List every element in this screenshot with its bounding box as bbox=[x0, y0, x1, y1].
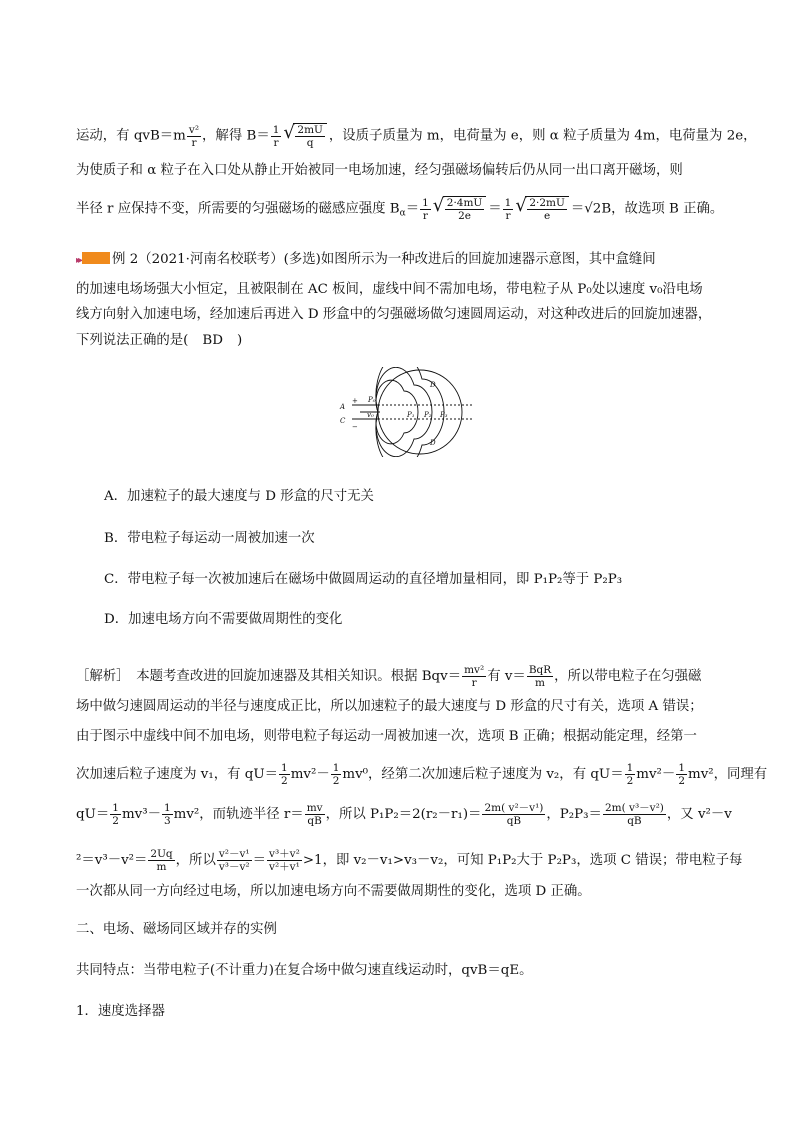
option-C: C．带电粒子每一次被加速后在磁场中做圆周运动的直径增加量相同，即 P₁P₂等于 P₂P₃ bbox=[104, 572, 623, 587]
numerator: 1 bbox=[163, 802, 171, 814]
denominator: 2 bbox=[281, 775, 288, 787]
fraction bbox=[603, 802, 666, 827]
fraction bbox=[305, 802, 325, 827]
numerator: 2m( v³－v²) bbox=[604, 802, 664, 814]
denominator: 3 bbox=[163, 815, 171, 827]
denominator: 2e bbox=[458, 210, 471, 222]
denominator: v³－v² bbox=[218, 861, 250, 873]
example-tag bbox=[76, 252, 112, 269]
text: mv²－ bbox=[290, 767, 330, 782]
text-line: 为使质子和 α 粒子在入口处从静止开始被同一电场加速，经匀强磁场偏转后仍从同一出口离开磁场，则 bbox=[76, 163, 683, 178]
numerator: 2Uq bbox=[150, 848, 173, 860]
text: ＝ bbox=[405, 201, 420, 217]
numerator: 1 bbox=[626, 762, 634, 774]
fraction bbox=[676, 762, 687, 787]
numerator: √ 2·2mU bbox=[529, 197, 565, 209]
denominator: q bbox=[306, 137, 314, 149]
denominator: 2 bbox=[332, 775, 340, 787]
numerator: √ 2mU bbox=[297, 124, 323, 136]
numerator: 1 bbox=[332, 762, 340, 774]
text: ) bbox=[236, 333, 243, 348]
fraction bbox=[110, 802, 121, 827]
example-line bbox=[76, 252, 656, 269]
text: ，解得 B＝ bbox=[202, 128, 270, 144]
denominator: r bbox=[422, 209, 428, 222]
label-P2: P₂ bbox=[424, 411, 432, 419]
denominator: qB bbox=[506, 815, 522, 827]
subscript: α bbox=[399, 208, 406, 219]
text: ＝√2B，故选项 B 正确。 bbox=[570, 201, 724, 217]
example-line: 的加速电场场强大小恒定，且被限制在 AC 板间，虚线中间不需加电场，带电粒子从 P₀处以速度 v₀沿电场 bbox=[76, 282, 703, 297]
fraction bbox=[279, 762, 290, 787]
analysis-line: 由于图示中虚线中间不加电场，则带电粒子每运动一周被加速一次，选项 B 正确；根据动能定理，经第一 bbox=[76, 729, 697, 744]
analysis-line bbox=[76, 762, 767, 787]
text: ²＝v³－v²＝ bbox=[76, 853, 148, 868]
denominator: m bbox=[535, 677, 545, 689]
numerator: 2m( v²－v¹) bbox=[484, 802, 544, 814]
text: 下列说法正确的是( bbox=[76, 333, 189, 348]
fraction bbox=[148, 848, 174, 873]
analysis-line: 一次都从同一方向经过电场，所以加速电场方向不需要做周期性的变化，选项 D 正确。 bbox=[76, 884, 591, 899]
numerator: mv² bbox=[464, 664, 485, 676]
denominator: r bbox=[273, 136, 279, 149]
text: ，P₂P₃＝ bbox=[546, 807, 602, 822]
denominator: v²＋v¹ bbox=[269, 861, 300, 873]
analysis-line bbox=[76, 664, 701, 689]
denominator: 2 bbox=[112, 815, 119, 827]
label-D-top: D bbox=[430, 381, 436, 389]
fraction bbox=[162, 802, 173, 827]
text: mv²，同理有 bbox=[688, 767, 768, 782]
numerator: v³＋v² bbox=[269, 848, 300, 860]
numerator: 1 bbox=[504, 196, 512, 209]
label-P0: P₀ bbox=[368, 396, 376, 404]
label-minus: − bbox=[352, 423, 358, 431]
text: qU＝ bbox=[76, 807, 110, 822]
analysis-line bbox=[76, 848, 742, 873]
fraction bbox=[625, 762, 636, 787]
numerator: √ 2·4mU bbox=[446, 197, 483, 209]
numerator: v² bbox=[188, 123, 200, 136]
square-root bbox=[516, 196, 569, 222]
text: ＝ bbox=[488, 201, 502, 217]
fraction bbox=[527, 664, 553, 689]
text: ，又 v²－v bbox=[666, 807, 732, 822]
denominator: qB bbox=[307, 815, 322, 827]
numerator: 1 bbox=[112, 802, 119, 814]
label-D-bottom: D bbox=[430, 439, 436, 447]
tag-box-icon bbox=[82, 252, 110, 264]
answer: BD bbox=[202, 333, 223, 348]
fraction bbox=[271, 124, 282, 149]
denominator: r bbox=[471, 677, 477, 689]
cyclotron-diagram bbox=[334, 367, 494, 457]
text: >1，即 v₂－v₁>v₃－v₂，可知 P₁P₂大于 P₂P₃，选项 C 错误；带电粒子每 bbox=[302, 853, 743, 868]
square-root bbox=[434, 196, 487, 222]
fraction bbox=[420, 197, 431, 222]
text: ，所以带电粒子在匀强磁 bbox=[554, 669, 702, 684]
option-D: D．加速电场方向不需要做周期性的变化 bbox=[104, 612, 343, 627]
numerator: mv bbox=[306, 802, 323, 814]
text: mv²，而轨迹半径 r＝ bbox=[173, 807, 304, 822]
text: mv²－ bbox=[636, 767, 676, 782]
option-A: A．加速粒子的最大速度与 D 形盒的尺寸无关 bbox=[104, 489, 374, 504]
label-C: C bbox=[340, 417, 346, 425]
label-plus: + bbox=[352, 397, 358, 405]
text: ，所以 bbox=[175, 853, 216, 868]
label-v0: v₀ bbox=[367, 411, 374, 419]
numerator: 1 bbox=[678, 762, 685, 774]
numerator: 1 bbox=[272, 123, 280, 136]
list-item: 1．速度选择器 bbox=[76, 1004, 165, 1019]
numerator: 1 bbox=[281, 762, 288, 774]
denominator: 2 bbox=[678, 775, 685, 787]
text: 运动，有 qvB＝m bbox=[76, 128, 186, 144]
fraction bbox=[482, 802, 545, 827]
text: 次加速后粒子速度为 v₁，有 qU＝ bbox=[76, 767, 278, 782]
double-arrow-icon: ▸▸ bbox=[76, 255, 81, 266]
option-B: B．带电粒子每运动一周被加速一次 bbox=[104, 531, 315, 546]
text: ［解析］ 本题考查改进的回旋加速器及其相关知识。根据 Bqv＝ bbox=[76, 669, 462, 684]
text: （2021·河南名校联考）(多选)如图所示为一种改进后的回旋加速器示意图，其中盒缝间 bbox=[138, 252, 656, 267]
text: ，设质子质量为 m，电荷量为 e，则 α 粒子质量为 4m，电荷量为 2e， bbox=[328, 128, 757, 144]
numerator: v²－v¹ bbox=[218, 848, 250, 860]
text: mv³－ bbox=[121, 807, 161, 822]
text-line bbox=[76, 196, 723, 222]
section-text: 共同特点：当带电粒子(不计重力)在复合场中做匀速直线运动时，qvB＝qE。 bbox=[76, 963, 533, 978]
section-heading: 二、电场、磁场同区域并存的实例 bbox=[76, 922, 277, 937]
text: ，所以 P₁P₂＝2(r₂－r₁)＝ bbox=[325, 807, 482, 822]
fraction bbox=[331, 762, 342, 787]
fraction bbox=[503, 197, 514, 222]
denominator: r bbox=[191, 136, 197, 149]
square-root bbox=[284, 123, 327, 149]
text: ＝ bbox=[252, 853, 267, 868]
text-line bbox=[76, 123, 757, 149]
text: mv⁰，经第二次加速后粒子速度为 v₂，有 qU＝ bbox=[342, 767, 624, 782]
label-P3: P₃ bbox=[440, 411, 448, 419]
numerator: 1 bbox=[422, 196, 429, 209]
denominator: e bbox=[544, 210, 551, 222]
denominator: 2 bbox=[626, 775, 634, 787]
fraction bbox=[267, 848, 302, 873]
analysis-line: 场中做匀速圆周运动的半径与速度成正比，所以加速粒子的最大速度与 D 形盒的尺寸有关，选项 A 错误； bbox=[76, 699, 703, 714]
denominator: r bbox=[505, 209, 511, 222]
label-A: A bbox=[340, 403, 346, 411]
fraction bbox=[462, 664, 486, 689]
text: 半径 r 应保持不变，所需要的匀强磁场的磁感应强度 B bbox=[76, 201, 400, 217]
outer-circle bbox=[378, 370, 462, 454]
analysis-line bbox=[76, 802, 732, 827]
example-line: 线方向射入加速电场，经加速后再进入 D 形盒中的匀强磁场做匀速圆周运动，对这种改进后的回旋加速器， bbox=[76, 307, 712, 322]
label-P1: P₁ bbox=[407, 411, 415, 419]
fraction bbox=[187, 124, 201, 149]
example-label: 例 2 bbox=[112, 252, 139, 267]
text: 有 v＝ bbox=[487, 669, 526, 684]
fraction bbox=[217, 848, 252, 873]
denominator: qB bbox=[627, 815, 642, 827]
numerator: BqR bbox=[528, 664, 552, 676]
denominator: m bbox=[156, 861, 167, 873]
example-line bbox=[76, 333, 242, 349]
